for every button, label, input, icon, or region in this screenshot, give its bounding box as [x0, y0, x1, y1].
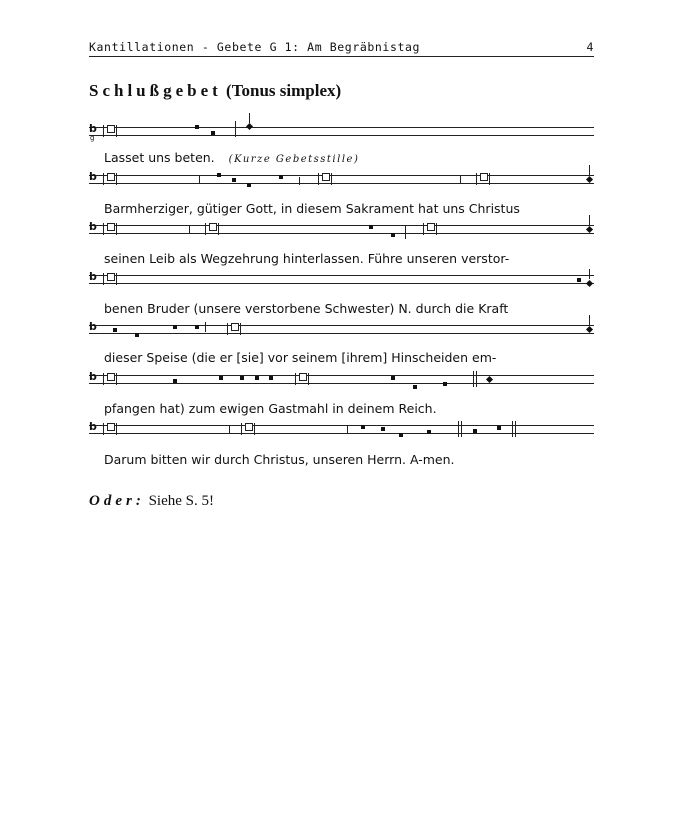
- bar-line: [103, 273, 104, 285]
- note: [173, 325, 177, 329]
- note: [247, 183, 251, 187]
- reciting-note: [107, 273, 115, 281]
- flat-sign: b: [89, 370, 97, 383]
- note: [219, 376, 223, 380]
- bar-line: [473, 371, 474, 387]
- section-title-subtitle: (Tonus simplex): [226, 81, 342, 100]
- note: [391, 233, 395, 237]
- bar-line: [116, 423, 117, 435]
- chant-staff: [89, 220, 594, 237]
- note: [381, 427, 385, 431]
- bar-line: [116, 173, 117, 185]
- reciting-note: [480, 173, 488, 181]
- reciting-note: [107, 423, 115, 431]
- note: [173, 379, 177, 383]
- bar-line: [423, 223, 424, 235]
- text-line-2: Barmherziger, gütiger Gott, in diesem Sakrament hat uns Christus: [104, 201, 520, 216]
- section-title: [89, 81, 341, 101]
- bar-line: [116, 223, 117, 235]
- header-title: Kantillationen - Gebete G 1: Am Begräbnistag: [89, 40, 421, 54]
- end-note: [586, 176, 593, 183]
- note: [113, 328, 117, 332]
- note: [195, 125, 199, 129]
- bar-line: [299, 177, 300, 185]
- note: [427, 430, 431, 434]
- reciting-note: [299, 373, 307, 381]
- flat-sign: b: [89, 220, 97, 233]
- end-note: [246, 123, 253, 130]
- note: [473, 429, 477, 433]
- reciting-note: [107, 373, 115, 381]
- bar-line: [116, 125, 117, 137]
- flat-sign: b: [89, 420, 97, 433]
- bar-line: [116, 373, 117, 385]
- note: [255, 376, 259, 380]
- note: [217, 173, 221, 177]
- bar-line: [199, 175, 200, 183]
- bar-line: [103, 125, 104, 137]
- running-header: [89, 38, 594, 57]
- oder-reference: Siehe S. 5!: [148, 493, 214, 509]
- flat-sign: b: [89, 170, 97, 183]
- bar-line: [308, 373, 309, 385]
- stem: [589, 165, 590, 175]
- reciting-note: [427, 223, 435, 231]
- flat-sign: b: [89, 122, 97, 135]
- note: [211, 131, 215, 135]
- bar-line: [227, 323, 228, 335]
- chant-staff: [89, 320, 594, 337]
- note: [232, 178, 236, 182]
- bar-line: [461, 421, 462, 437]
- note: [195, 325, 199, 329]
- text-line-1: [104, 150, 359, 165]
- stem: [589, 269, 590, 279]
- reciting-note: [107, 223, 115, 231]
- end-note: [586, 280, 593, 287]
- note: [443, 382, 447, 386]
- note: [399, 433, 403, 437]
- note: [269, 376, 273, 380]
- rubric-note: (Kurze Gebetsstille): [228, 154, 360, 165]
- bar-line: [405, 225, 406, 239]
- end-note: [486, 376, 493, 383]
- reciting-note: [245, 423, 253, 431]
- note: [240, 376, 244, 380]
- note: [577, 278, 581, 282]
- lyric-text: Lasset uns beten.: [104, 150, 215, 165]
- end-note: [586, 226, 593, 233]
- text-line-6: pfangen hat) zum ewigen Gastmahl in deinem Reich.: [104, 401, 437, 416]
- note: [279, 175, 283, 179]
- bar-line: [103, 423, 104, 435]
- bar-line: [476, 173, 477, 185]
- note: [135, 333, 139, 337]
- section-title-main: Schlußgebet: [89, 81, 222, 100]
- text-line-4: benen Bruder (unsere verstorbene Schwester) N. durch die Kraft: [104, 301, 509, 316]
- bar-line: [347, 425, 348, 433]
- bar-line: [205, 322, 206, 332]
- bar-line: [229, 425, 230, 433]
- flat-sign: b: [89, 320, 97, 333]
- bar-line: [460, 175, 461, 183]
- bar-line: [240, 323, 241, 335]
- chant-staff: [89, 370, 594, 387]
- bar-line: [458, 421, 459, 437]
- bar-line: [512, 421, 513, 437]
- text-line-5: dieser Speise (die er [sie] vor seinem [ihrem] Hinscheiden em-: [104, 350, 497, 365]
- bar-line: [116, 273, 117, 285]
- flat-sign: b: [89, 270, 97, 283]
- chant-staff: [89, 270, 594, 287]
- bar-line: [295, 373, 296, 385]
- bar-line: [254, 423, 255, 435]
- text-line-7: Darum bitten wir durch Christus, unseren Herrn. A-men.: [104, 452, 455, 467]
- note: [361, 425, 365, 429]
- chant-staff: [89, 420, 594, 437]
- clef-sub-sign: g: [90, 134, 95, 142]
- note: [413, 385, 417, 389]
- page-number: 4: [586, 40, 594, 54]
- bar-line: [218, 223, 219, 235]
- note: [391, 376, 395, 380]
- bar-line: [476, 371, 477, 387]
- note: [369, 225, 373, 229]
- reciting-note: [107, 125, 115, 133]
- bar-line: [235, 121, 236, 137]
- bar-line: [103, 173, 104, 185]
- chant-staff: [89, 170, 594, 187]
- stem: [249, 113, 250, 123]
- chant-staff: [89, 122, 594, 142]
- reciting-note: [107, 173, 115, 181]
- bar-line: [241, 423, 242, 435]
- oder-label: Oder:: [89, 493, 145, 509]
- bar-line: [205, 223, 206, 235]
- reciting-note: [231, 323, 239, 331]
- end-note: [586, 326, 593, 333]
- stem: [589, 215, 590, 225]
- bar-line: [103, 223, 104, 235]
- reciting-note: [322, 173, 330, 181]
- note: [497, 426, 501, 430]
- reciting-note: [209, 223, 217, 231]
- bar-line: [189, 225, 190, 233]
- bar-line: [489, 173, 490, 185]
- bar-line: [103, 373, 104, 385]
- stem: [589, 315, 590, 325]
- bar-line: [436, 223, 437, 235]
- bar-line: [515, 421, 516, 437]
- alternative-reference: [89, 493, 214, 510]
- text-line-3: seinen Leib als Wegzehrung hinterlassen. Führe unseren verstor-: [104, 251, 510, 266]
- bar-line: [331, 173, 332, 185]
- bar-line: [318, 173, 319, 185]
